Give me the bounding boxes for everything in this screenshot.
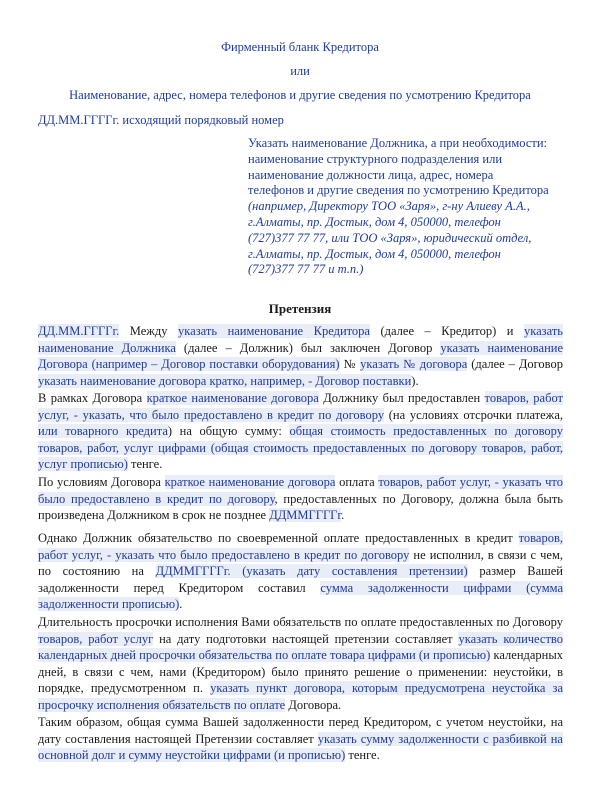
goods-placeholder: товаров, работ услуг, - указать, что было предоставлено в кредит по договору [38,391,563,422]
text: Между [119,324,179,338]
total-cost-placeholder: общая стоимость предоставленных по договору товаров, работ, услуг цифрами (общая стоимость предоставленных по договору товаров, работ, услуг прописью) [38,424,563,472]
document-title: Претензия [268,301,332,316]
addressee-line: Указать наименование Должника, а при необходимости: [248,136,547,150]
total-debt-placeholder: указать сумму задолженности с разбивкой на основной долг и сумму неустойки цифрами (и прописью) [38,731,563,763]
contract-name-placeholder: указать наименование Договора (например – Договор поставки оборудования) [38,340,564,372]
addressee-example-line: (727)377 77 77 и т.п.) [248,262,364,277]
text: тенге. [127,457,163,472]
contract-short-name-placeholder: краткое наименование договора [146,391,319,405]
text: (на условиях отсрочки платежа, [384,407,563,422]
text: Должнику был предоставлен [318,391,485,405]
header-or-line: или [290,64,310,78]
paragraph-credit-provided [38,390,563,473]
text: оплата [335,475,379,489]
claim-date-placeholder: ДДММГГГГг. (указать дату составления претензии) [155,564,468,579]
text: № [339,357,361,372]
goods-placeholder: товаров, работ услуг, - указать что было предоставлено в кредит по договору [38,475,563,506]
goods-placeholder: товаров, работ услуг [38,631,154,646]
creditor-placeholder: указать наименование Кредитора [178,324,370,338]
contract-short-name-placeholder: краткое наименование договора [164,475,336,489]
goods-placeholder: товаров, работ услуг, - указать что было предоставлено в кредит по договору [38,531,563,562]
text: (далее – Кредитор) и [369,324,524,338]
text: ). [411,373,419,388]
text: (далее – Договор [467,357,563,372]
addressee-block [248,136,578,278]
text: ) на общую сумму: [167,424,290,439]
text: . [341,508,345,523]
outgoing-number-line: ДД.ММ.ГГГГг. исходящий порядковый номер [38,113,284,127]
text: тенге. [345,748,380,763]
text: календарных дней, в связи с чем, нами (Кредитором) было принято решение о применении: неустойки, в порядке, предусмотренном п. [38,648,564,696]
paragraph-overdue-penalty [38,614,563,714]
debtor-placeholder: указать наименование Должника [38,324,563,355]
addressee-example-line: г.Алматы, пр. Достык, дом 4, 050000, телефон [248,246,501,261]
contract-short-name-placeholder: указать наименование договора кратко, например, - Договор поставки [38,373,412,388]
credit-type-placeholder: или товарного кредита [38,424,168,439]
contract-clause-placeholder: указать пункт договора, которым предусмотрена неустойка за просрочку исполнения обязательств по оплате [38,681,563,712]
addressee-example-line: (727)377 77 77, или ТОО «Заря», юридический отдел, [248,230,532,245]
text: Однако Должник обязательство по своевременной оплате предоставленных в кредит [38,531,519,545]
text: Договора. [285,697,342,712]
header-letterhead-line: Фирменный бланк Кредитора [221,40,379,54]
addressee-line: наименование должности лица, адрес, номера [248,167,494,182]
paragraph-nonpayment [38,530,563,613]
deadline-date-placeholder: ДДММГГГГг [269,508,342,523]
paragraph-contract [38,323,563,389]
text: По условиям Договора [38,475,165,489]
text: Таким образом, общая сумма Вашей задолженности перед Кредитором, с учетом неустойки, на дату составления настоящей Претензии составляет [38,715,563,746]
text: . [179,597,183,612]
text: не исполнил, в связи с чем, по состоянию на [38,547,563,579]
text: размер Вашей задолженности перед Кредитором составил [38,564,563,595]
overdue-days-placeholder: указать количество календарных дней просрочки обязательства по оплате товара цифрами (и прописью) [38,631,563,663]
header-creditor-info-line: Наименование, адрес, номера телефонов и другие сведения по усмотрению Кредитора [69,88,531,102]
contract-number-placeholder: указать № договора [360,357,468,372]
date-placeholder: ДД.ММ.ГГГГг. [38,324,120,338]
text: Длительность просрочки исполнения Вами обязательств по оплате предоставленных по Договору [38,615,563,629]
text: (далее – Должник) был заключен Договор [175,340,441,355]
addressee-example-line: (например, Директору ТОО «Заря», г-ну Алиеву А.А., [248,199,530,214]
text: на дату подготовки настоящей претензии составляет [153,631,459,646]
addressee-line: телефонов и другие сведения по усмотрению Кредитора [248,183,549,198]
text: , предоставленных по Договору, должна была быть произведена Должником в срок не позднее [38,491,563,523]
paragraph-payment-terms [38,474,563,524]
debt-amount-placeholder: сумма задолженности цифрами (сумма задолженности прописью) [38,580,563,612]
addressee-line: наименование структурного подразделения или [248,151,503,166]
addressee-example-line: г.Алматы, пр. Достык, дом 4, 050000, телефон [248,214,501,229]
text: В рамках Договора [38,391,147,405]
paragraph-total-debt [38,714,563,764]
